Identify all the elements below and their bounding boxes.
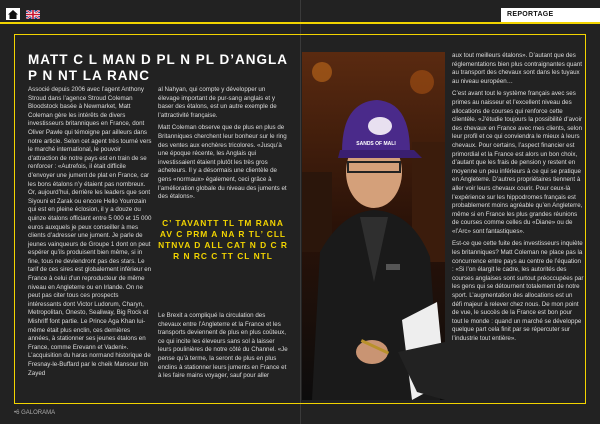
- header-rule-right: [300, 22, 600, 24]
- column-2-brexit: Le Brexit a compliqué la circulation des chevaux entre l’Angleterre et la France et les transports deviennent de plus en plus coûteux, ce qui incite les éleveurs sans sol à laisser leurs poulinières de notre côté du Channel. «Je pense qu’à terme, la seront de plus en plus enclins à stationner leurs juments en France et à les faire mains voyager, sauf pour aller: [158, 312, 288, 380]
- pull-quote: C’ TAVANTT TL TM RANA AV C PRM A NA R TL’ CLL NTNVA D ALL CAT N D C R R N RC C TT CL NTL: [158, 218, 288, 261]
- portrait-photo: [302, 52, 445, 400]
- header-rule-left: [0, 22, 300, 24]
- page-folio: •6 GALORAMA: [14, 410, 56, 416]
- column-3-conclusion: Est-ce que cette fuite des investisseurs inquiète les britanniques? Matt Coleman ne place pas la concurrence entre pays au centre de l’équation : «Si l’on élargit le cadre, les autorités des courses anglaises sont surtout préoccupées par les gens qui se détournent totalement de notre sport. L’augmentation des allocations est un défi majeur à relever chez nous. De mon point de vue, le succès de la France est bon pour tout le monde : quand un marché se développe quelque part cela finit par se répercuter sur l’industrie tout entière».: [452, 240, 584, 342]
- column-3-intro: aux tout meilleurs étalons». D’autant que des réglementations bien plus contraignantes quant au transport des chevaux sont dans les tuyaux au niveau européen…: [452, 52, 583, 85]
- uk-flag-icon[interactable]: [26, 10, 40, 19]
- photo-illustration: [302, 52, 445, 400]
- column-1: [28, 86, 152, 382]
- home-icon[interactable]: [6, 8, 20, 20]
- article-title: MATT C L MAN D PL N PL D’ANGLA P N NT LA RANC: [28, 52, 288, 83]
- column-3: [452, 52, 584, 348]
- column-3-system: C’est avant tout le système français avec ses primes au naisseur et l’excellent niveau des allocations de courses qui renforce cette clientèle. «J’étudie toujours la possibilité d’avoir des chevaux en France avec mes clients, selon leur profil et ce qui conviendra le mieux à leurs chevaux. Pour certains, l’aspect financier est primordial et la France est alors un bon choix, d’autant que les frais de pension y restent en moyenne un peu inférieurs à ce qui se pratique en Angleterre. D’autres propriétaires tiennent à aller voir leurs chevaux courir. Pour ceux-là l’expérience sur les hippodromes français est probablement moins agréable qu’en Angleterre, même si en France les plus grandes réunions de courses comme celles du «Diane» ou de «l’Arc» sont fantastiques».: [452, 90, 583, 235]
- column-2-intro: al Nahyan, qui compte y développer un élevage important de pur-sang anglais et y baser des étalons, est un autre exemple de l’attractivité française.: [158, 86, 277, 119]
- column-2-bottom: [158, 312, 288, 385]
- column-2: [158, 86, 288, 206]
- column-2-paragraph: Matt Coleman observe que de plus en plus de Britanniques cherchent leur bonheur sur le ring des ventes aux enchères tricolores. «Jusqu’à une époque récente, les Anglais qui investissaient étaient plutôt les très gros acheteurs. Il y a désormais une clientèle de gens «normaux» également, ceci grâce à l’amélioration globale du niveau des juments et des étalons».: [158, 124, 287, 201]
- cap-text: SANDS OF MALI: [356, 141, 396, 147]
- section-label: REPORTAGE: [501, 8, 600, 22]
- column-1-text: Associé depuis 2006 avec l’agent Anthony Stroud dans l’agence Stroud Coleman Bloodstock basée à Newmarket, Matt Coleman gère les intérêts de divers investisseurs britanniques en France, dont Oliver Pawle qui témoigne par ailleurs dans notre article. Selon cet agent très tourné vers le marché international, le pouvoir d’attraction de notre pays est en train de se renforcer : «Autrefois, il était difficile d’envoyer une jument de plat en France, car les bons étalons n’y étaient pas nombreux. Or, aujourd’hui, derrière les leaders que sont Siyouni et Zarak ou encore Hello Youmzain qui est en pleine éclosion, il y a douze ou quinze étalons officiant entre 5 000 et 15 000 euros auxquels je peux conseiller à mes clients d’adresser une jument. Je parle de jeunes vainqueurs de Groupe 1 dont on peut espérer qu’ils produisent bien même, si in fine, tous ne deviendront pas des stars. Le tarif de ces sires est globalement inférieur en France à celui d’un reproducteur de même niveau en Angleterre ou en Irlande. On ne peut pas citer tous ces prospects intéressants dont Victor Ludorum, Charyn, Metropolitan, Onesto, Sealiway, Big Rock et Mishriff font partie. Le Prince Aga Khan lui-même était plus enclin, ces dernières années, à stationner ses jeunes étalons en France, comme Erevann et Vadeni». L’acquisition du haras normand historique de Fresnay-le-Buffard par le cheik Mansour bin Zayed: [28, 86, 152, 377]
